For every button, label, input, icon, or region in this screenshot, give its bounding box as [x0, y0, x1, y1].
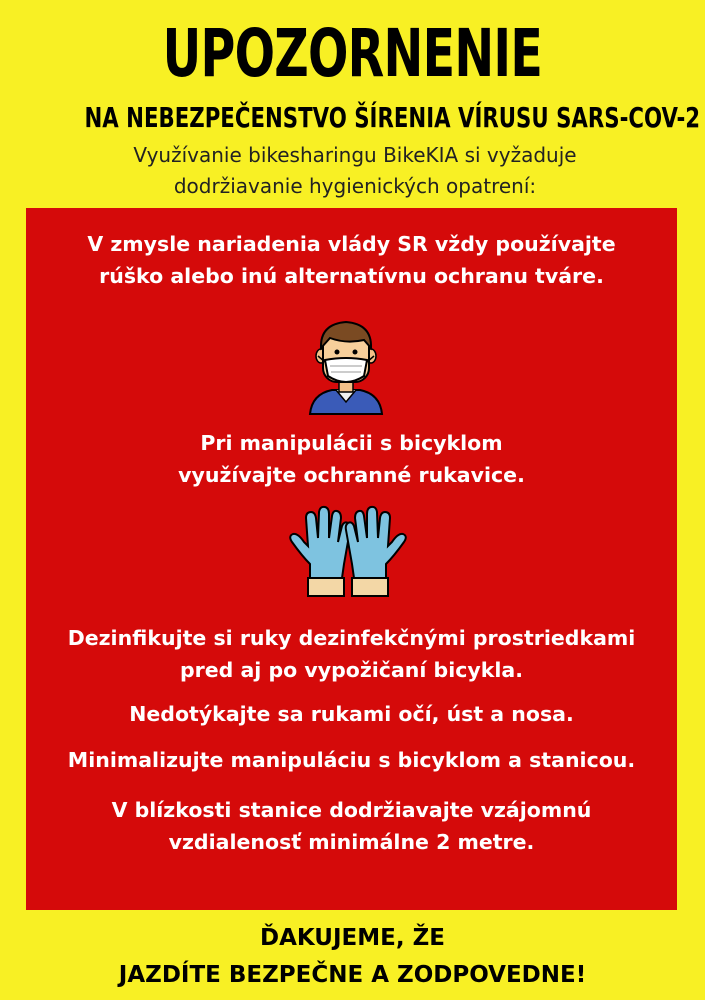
- rule-distance-line-1: V blízkosti stanice dodržiavajte vzájomnú: [111, 798, 592, 822]
- intro-line-1: Využívanie bikesharingu BikeKIA si vyžaduje: [133, 143, 577, 167]
- rule-disinfect-line-1: Dezinfikujte si ruky dezinfekčnými prostriedkami: [67, 626, 636, 650]
- footer-ride-safely: JAZDÍTE BEZPEČNE A ZODPOVEDNE!: [118, 962, 587, 988]
- rule-face-covering: [26, 228, 677, 292]
- page-subtitle: NA NEBEZPEČENSTVO ŠÍRENIA VÍRUSU SARS-COV-2: [84, 101, 701, 134]
- rule-minimize-contact: Minimalizujte manipuláciu s bicyklom a stanicou.: [67, 748, 636, 772]
- page-title: UPOZORNENIE: [162, 15, 543, 92]
- intro-line-2: dodržiavanie hygienických opatrení:: [173, 174, 537, 198]
- rule-face-covering-line-1: V zmysle nariadenia vlády SR vždy používajte: [87, 232, 616, 256]
- rule-no-touch-face: Nedotýkajte sa rukami očí, úst a nosa.: [129, 702, 574, 726]
- rule-gloves: [26, 427, 677, 491]
- rule-gloves-line-1: Pri manipulácii s bicyklom: [200, 431, 503, 455]
- rule-disinfect-line-2: pred aj po vypožičaní bicykla.: [179, 658, 524, 682]
- rule-distance: [26, 794, 677, 858]
- gloves-icon: [280, 504, 416, 600]
- rule-face-covering-line-2: rúško alebo inú alternatívnu ochranu tváre.: [99, 264, 604, 288]
- footer-thanks: ĎAKUJEME, ŽE: [260, 925, 445, 951]
- rule-disinfect: [26, 622, 677, 686]
- rules-panel: [26, 208, 677, 910]
- rule-gloves-line-2: využívajte ochranné rukavice.: [178, 463, 525, 487]
- intro-text: [60, 140, 650, 202]
- rule-distance-line-2: vzdialenosť minimálne 2 metre.: [168, 830, 535, 854]
- person-with-mask-icon: [306, 318, 386, 418]
